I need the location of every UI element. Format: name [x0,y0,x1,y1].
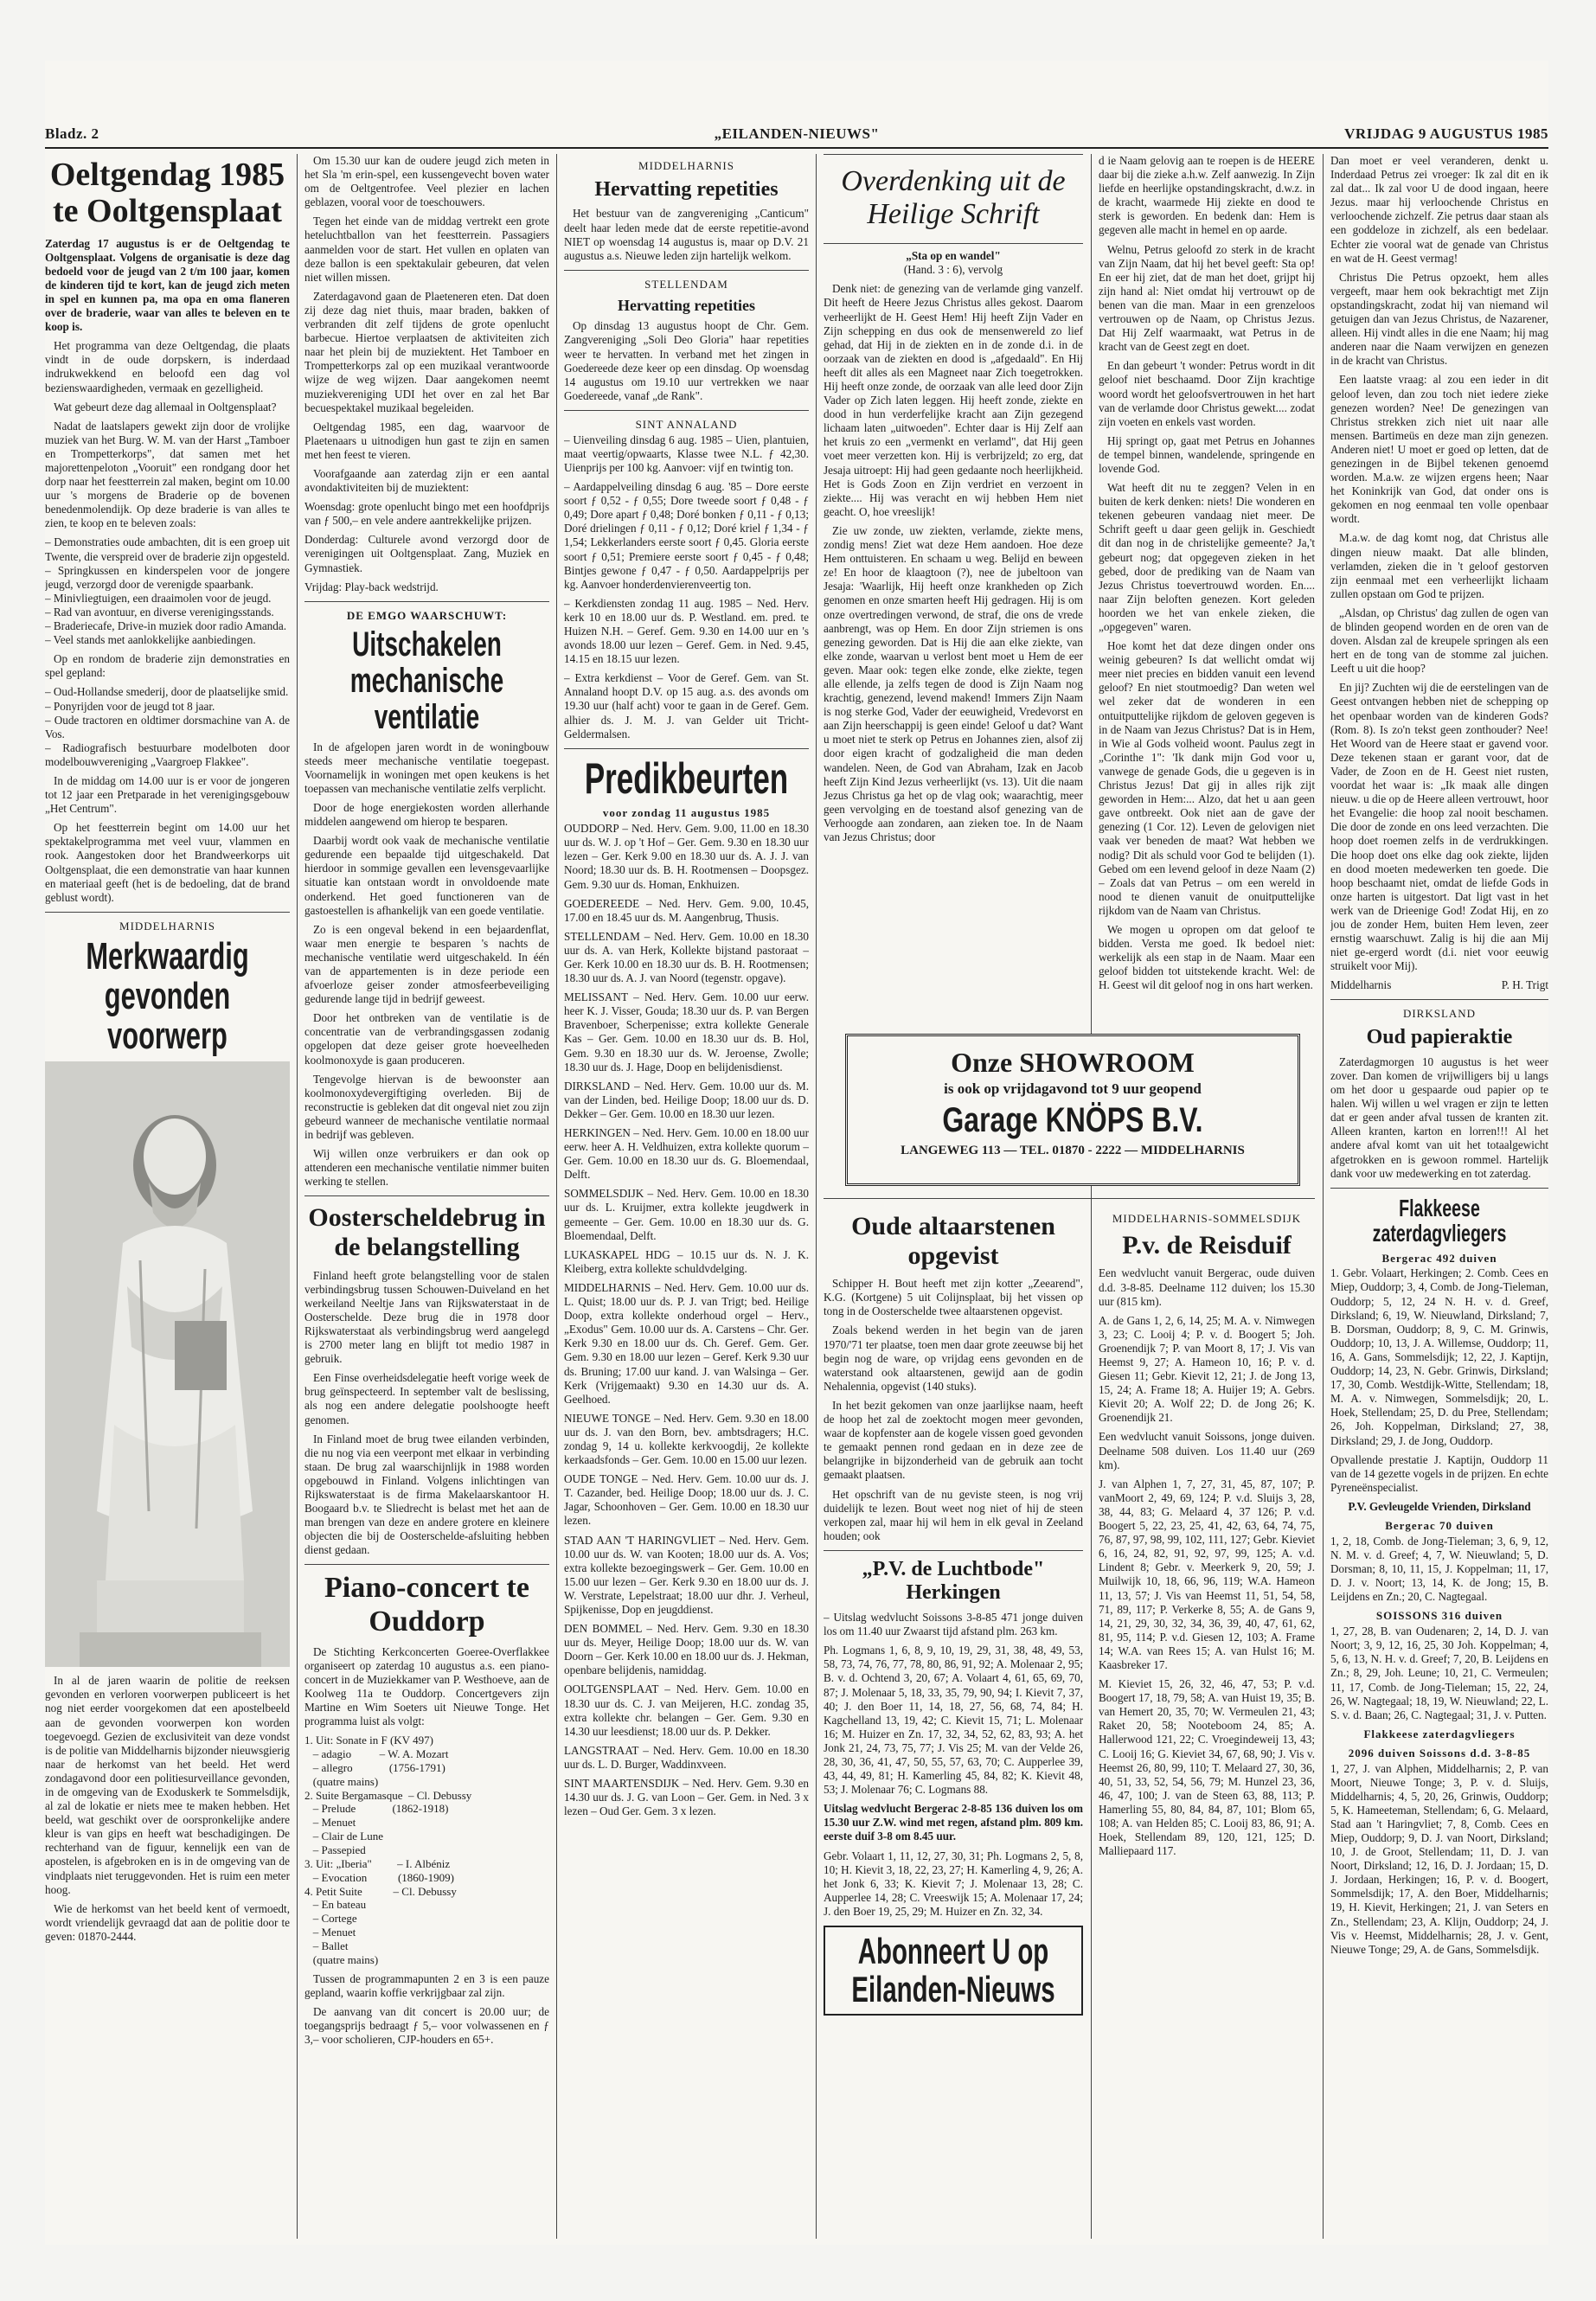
column-rule [816,154,817,2239]
paragraph: – Kerkdiensten zondag 11 aug. 1985 – Ned. Herv. kerk 10 en 18.00 uur ds. P. Westland. em. pred. te Huizen N.H. – Geref. Gem. 9.30 en 14.00 uur en 's avonds 18.00 uur lezen – Geref. Gem. in Ned. 9.45, 14.15 en 18.15 uur lezen. [564,596,809,666]
paragraph: Wij willen onze verbruikers er dan ook op attenderen een mechanische ventilatie nimmer buiten werking te stellen. [304,1147,549,1189]
paragraph: LUKASKAPEL HDG – 10.15 uur ds. N. J. K. Kleiberg, extra kollekte schuldvdelging. [564,1247,809,1275]
article-intro: Zaterdag 17 augustus is er de Oeltgendag te Ooltgensplaat. Volgens de organisatie is deze dag bedoeld voor de jeugd van 2 t/m 100 jaar, komen de kinderen tijd te kort, kan de jeugd zich meten in spel en kunnen pa, ma opa en oma flaneren over de braderie, waar van alles te beleven en te koop is. [45,236,290,334]
paragraph: Wat gebeurt deze dag allemaal in Ooltgensplaat? [54,400,277,413]
kicker-middelharnis-sommelsdijk: MIDDELHARNIS-SOMMELSDIJK [1112,1212,1302,1225]
paragraph: Tengevolge hiervan is de bewoonster aan koolmonoxydevergiftiging overleden. Bij de reconstructie is gebleken dat dit ongeval niet zou zijn gebeurd wanneer de mechanische ventilatie normaal in bedrijf was gebleven. [304,1072,549,1142]
results-subtitle: Bergerac 492 duiven [1381,1251,1497,1265]
column-2 [304,154,549,2239]
subscribe-ad: Abonneert U op Eilanden-Nieuws [851,1931,1055,2010]
kicker-stellendam: STELLENDAM [644,277,728,291]
paragraph: SOMMELSDIJK – Ned. Herv. Gem. 10.00 en 18.30 uur ds. L. Kruijmer, extra kollekte jeugdwerk in gemeente – Ger. Gem. 10.00 en 18.30 uur ds. G. Bloemendaal, Delft. [564,1187,809,1242]
paragraph: Denk niet: de genezing van de verlamde ging vanzelf. Dit heeft de Heere Jezus Christus alles gekost. Daarom verheerlijkt de H. Geest Hem! Hij heeft Zijn Vader en Zijn schepping en dus ook de mensenwereld zo lief gehad, dat Hij in de ziekten en in de zonde d.i. in de oorzaak van de ziekten en dood is „afgedaald". En Hij heeft dit alles als een Magneet naar Zich toegetrokken. Hij heeft onze zonde, de oorzaak van alle leed door Zijn Vader op Zich laten leggen. Hij heeft zonde, ziekte en dood in hun verderfelijke kracht aan Zijn gezegend lichaam laten „uitwoeden". Echter daar is Hij Zelf aan het kruis zo een „vermenkt en verlamd", dat Hij geen voet meer verzetten kon. Hij is verbrijzeld; zo erg, dat Jesaja uitroept: Hij had geen gedaante noch heerlijkheid. Het is Gods Zoon en Zijn verdriet en verzoent in ziekte.... Hij was veracht en wij hebben Hem niet geacht. O, hoe vreeslijk! [824,282,1083,518]
paragraph: d ie Naam gelovig aan te roepen is de HEERE daar bij die zieke a.h.w. Zelf aanwezig. In Zijn liefde en heerlijke opstandingskracht, d.w.z. in de kracht, waarmede Hij ziekte en dood te sterk is geworden. En bedenk dan: Hem is gegeven alle macht in hemel en op aarde. [1099,154,1315,237]
article-divider [564,270,809,271]
paragraph: Oeltgendag 1985, een dag, waarvoor de Plaetenaars u uitnodigen hun gast te zijn en samen met hen feest te vieren. [304,420,549,461]
paragraph: Zaterdagmorgen 10 augustus is het weer zover. Dan komen de vrijwilligers bij u langs om het door u gespaarde oud papier op te halen. Wij willen u wel vragen er zijn te letten dat er geen ander afval tussen de kranten zit. Alleen kranten, karton en lorren!!! Al het andere afval komt van uit het totaalgewicht afgetrokken en is gewoon rommel. Hartelijk dank voor uw medewerking en tot zaterdag. [1330,1054,1548,1180]
paragraph: Christus Die Petrus opzoekt, hem alles vergeeft, maar hem ook bekrachtigt met Zijn opstandingskracht, zodat hij van niemand wil getuigen dan van Jezus Christus, de Nazarener, alleen. Hij vindt alles in die ene Naam; hij mag anderen naar die Naam verwijzen en genezen in de kracht van Christus. [1330,270,1548,368]
paragraph: In het bezit gekomen van onze jaarlijkse naam, heeft de hoop het zal de zoektocht mogen meer gevonden, waar de kopfenster aan de kogele vissen goed gevonden te gemaakt pennen rond gedaan en in deze zee de belangrijke in bijzonderheid van de gebruik aan tocht gemaakt plaatsen. [824,1398,1083,1482]
paragraph: Vrijdag: Play-back wedstrijd. [304,580,439,593]
column-rule [1323,154,1324,2239]
paragraph: GOEDEREEDE – Ned. Herv. Gem. 9.00, 10.45, 17.00 en 18.45 uur ds. M. Aangenbrug, Thusis. [564,896,809,924]
results-subtitle: Bergerac 70 duiven [1385,1518,1494,1532]
paragraph: In de middag om 14.00 uur is er voor de jongeren tot 12 jaar een Pretparade in het verenigingsgebouw „Het Centrum". [45,773,290,816]
paragraph: J. van Alphen 1, 7, 27, 31, 45, 87, 107; P. vanMoort 2, 49, 69, 124; P. v.d. Sluijs 3, 28, 38, 44, 83; G. Melaard 4, 37 126; P. v.d. Boogert 5, 22, 23, 25, 41, 42, 63, 64, 74, 75, 76, 87, 97, 98, 99, 102, 111, 127; Gebr. Kieviet 6, 16, 24, 82, 91, 92, 97, 99, 125; A. v.d. Lindent 8; Gebr. v. Meerkerk 9, 20, 59; J. Muilwijk 10, 18, 66, 96, 119; W.A. Hameon 11, 13, 57; J. Vis van Heemst 11, 51, 54, 58, 71, 89, 117; P. Verkerke 8, 55; A. de Gans 9, 14, 21, 29, 30, 32, 34, 36, 39, 40, 47, 61, 62, 81, 95, 114; P. v.d. Giesen 12, 103; A. Frame 14; W.A. van Rees 15; A. van Hulst 16; M. Kaasbreker 17. [1099,1477,1315,1671]
list-item: – Minivliegtuigen, een draaimolen voor de jeugd. [45,591,272,605]
list-item: – Ponyrijden voor de jeugd tot 8 jaar. [45,699,215,713]
paragraph: Op en rondom de braderie zijn demonstraties en spel gepland: [45,652,290,680]
column-rule [297,154,298,2239]
paragraph: NIEUWE TONGE – Ned. Herv. Gem. 9.30 en 18.00 uur ds. J. van den Born, bev. ambtsdragers; H.C. zondag 9, 14 u. kollekte kerkvoogdij, 2e kollekte kerkaadsfonds – Ger. Gem. 10.00 en 15.00 uur lezen. [564,1411,809,1467]
paragraph: Tussen de programmapunten 2 en 3 is een pauze gepland, waarin koffie verkrijgbaar zal zijn. [304,1971,549,1999]
paragraph: 1, 27, 28, B. van Oudenaren; 2, 14, D. J. van Noort; 3, 9, 12, 16, 25, 30 Joh. Koppelman; 4, 5, 6, 13, N. H. v. d. Greef; 7, 20, B. Leijdens en Zn.; 8, 29, Joh. Leune; 10, 21, C. Vermeulen; 11, 17, Comb. de Jong-Tieleman; 15, 22, 24, 26, W. Nagtegaal; 18, 19, W. Nieuwland; 22, L. S. v. d. Baan; 26, C. Nagtegaal; 31, J. v. Putten. [1330,1625,1548,1721]
paragraph: Daarbij wordt ook vaak de mechanische ventilatie gedurende een bepaalde tijd uitgeschakeld. Dat hierdoor in sommige gevallen een levensgevaarlijke situatie kan ontstaan wordt in onvoldoende mate onderkend. Het goed functioneren van de gastoestellen is afhankelijk van een goede ventilatie. [304,834,549,917]
column-1 [45,154,290,2239]
paragraph: MELISSANT – Ned. Herv. Gem. 10.00 uur eerw. heer K. J. Visser, Gouda; 18.30 uur ds. P. van Bergen Bravenboer, Scherpenisse; extra kollekte Generale Kas – Ger. Gem. 10.00 en 18.30 uur ds. B. Hol, Gem. 9.30 en 18.30 uur ds. W. Jeroense, Zwolle; 18.30 uur ds. J. Hage, Doop en belijdenisdienst. [564,990,809,1074]
concert-programme: 1. Uit: Sonate in F (KV 497) – adagio – W. A. Mozart – allegro (1756-1791) (quatre mains) 2. Suite Bergamasque – Cl. Debussy – Prelude (1862-1918) – Menuet – Clair de Lune – Passepied 3. Uit: „Iberia" – I. Albéniz – Evocation (1860-1909) 4. Petit Suite – Cl. Debussy – En bateau – Cortege – Menuet – Ballet (quatre mains) [304,1734,472,1966]
list-item: – Braderiecafe, Drive-in muziek door radio Amanda. [45,619,287,633]
paragraph: Door de hoge energiekosten worden allerhande middelen aangewend om hierop te besparen. [304,800,549,829]
paragraph: Zo is een ongeval bekend in een bejaardenflat, waar men energie te besparen 's nachts de mechanische ventilatie werd uitgeschakeld. In één van de appartementen is in deze periode een afvoerloze geiser zonder atmosfeerbeveiliging gedurende lange tijd in bedrijf geweest. [304,922,549,1006]
paragraph: En dan gebeurt 't wonder: Petrus wordt in dit geloof niet beschaamd. Door Zijn krachtige woord wordt het geloofsvertrouwen in het hart van de verlamde door Christus gewekt.... zodat zijn voeten en enkels vast worden. [1099,359,1315,428]
page-number: Bladz. 2 [45,125,99,142]
paragraph: Een wedvlucht vanuit Soissons, jonge duiven. Deelname 508 duiven. Los 11.40 uur (269 km). [1099,1430,1315,1471]
article-divider [304,1564,549,1565]
article-divider [564,748,809,749]
article-divider [824,1550,1083,1551]
paragraph: Een laatste vraag: al zou een ieder in dit geloof leven, dan zou toch niet iedere zieke genezen worden? Nee! De genezingen van Christus strekken zich niet uit naar alle mensen. Bartimeüs en deze man zijn genezen. Anderen niet! U moet er goed op letten, dat de genezingen in de Bijbel tekenen genoemd worden. M.a.w. ze wijzen ergens heen; Naar het Koninkrijk van God, dat onder ons is gekomen en nog eenmaal ten volle openbaar wordt. [1330,373,1548,526]
section-rule [824,1198,1315,1199]
paragraph: MIDDELHARNIS – Ned. Herv. Gem. 10.00 uur ds. L. Quist; 18.00 uur ds. P. J. van Trigt; bed. Heilige Doop, extra kollekte onderhoud orgel – Herv., „Exodus" Gem. 10.00 uur ds. A. Carstens – Chr. Ger. Kerk 9.30 en 18.00 uur ds. Ch. Geref. Gem. Ger. Gem. 9.30 en 18.00 uur lezen – Geref. Kerk 9.30 uur ds. Bruning; 17.00 uur kand. J. van Walsinga – Ger. Kerk (Vrijgemaakt) 9.30 en 14.30 uur ds. A. Geelhoed. [564,1280,809,1406]
signature-line [1330,978,1548,992]
kicker-middelharnis: MIDDELHARNIS [638,159,734,172]
scripture-reference: (Hand. 3 : 6), vervolg [903,263,1003,277]
article-divider [1330,999,1548,1000]
paragraph: STELLENDAM – Ned. Herv. Gem. 10.00 en 18.30 uur ds. A. van Herk, Kollekte bijstand pastoraat – Ger. Kerk 10.00 en 18.30 uur ds. B. H. Rootmensen; 18.30 uur ds. A. J. van Noord (tegenstr. opgave). [564,929,809,985]
paragraph: Op dinsdag 13 augustus hoopt de Chr. Gem. Zangvereniging „Soli Deo Gloria" haar repetities weer te hervatten. In verband met het zingen in Goedereede deze keer op een dinsdag. Op woensdag 14 augustus om 19.10 uur vertrekken we naar Goedereede, vanaf „de Rank". [564,319,809,402]
paragraph: In al de jaren waarin de politie de reeksen gevonden en verloren voorwerpen publiceert is het nog niet eerder voorgekomen dat een apostelbeeld aan de gevonden voorwerpen kon worden toegevoegd. Gezien de exclusiviteit van deze vondst is de politie van Middelharnis bijzonder nieuwsgierig naar de herkomst van het beeld. Het werd zondagavond door een politiesurveillance gevonden, in de omgeving van de Exoduskerk te Sommelsdijk, al zal de lokatie er niets mee te maken hebben. Het beeld, wat geschikt over de oorspronkelijke andere kleur is van gips en heeft wat beschadigingen. De rechterhand van de figuur, kennelijk een van de apostelen, is afgebroken en is in de omgeving van de vindplaats niet teruggevonden. Het is ruim een meter hoog. [45,1674,290,1896]
paragraph: Nadat de laatslapers gewekt zijn door de vrolijke muziek van het Burg. W. M. van der Harst „Tamboer en Trompetterkorps", dat samen met het majorettenpeloton „Vooruit" een rondgang door het dorp naar het feestterrein zal maken, begint om 10.00 uur 's morgens de Braderie op de bovenen benedenmolendijk. Op deze braderie is van alles te zien, te koop en te beleven zoals: [45,419,290,530]
paragraph: Een wedvlucht vanuit Bergerac, oude duiven d.d. 3-8-85. Deelname 112 duiven; los 15.30 uur (815 km). [1099,1266,1315,1308]
paragraph: M. Kieviet 15, 26, 32, 46, 47, 53; P. v.d. Boogert 17, 18, 79, 58; A. van Huist 19, 35; B. van Hemert 20, 35, 70; W. Vermeulen 21, 43; Raket 20, 58; Nooteboom 24, 85; A. Hallerwood 121, 22; C. Vroegindeweij 13, 43; C. Looij 16; G. Kieviet 34, 67, 68, 90; J. Vis v. Heemst 26, 80, 99, 110; T. Melaard 27, 30, 36, 40, 51, 33, 52, 54, 56, 79; M. Hunzel 23, 36, 46, 47, 100; J. van de Steen 63, 88, 113; P. Hamerling 55, 80, 84, 84, 87, 101; Blom 65, 108; A. van Helden 85; C. Looij 83, 86, 91; A. Hoek, Stellendam 89, 120, 121, 125; D. Malliepaard 117. [1099,1677,1315,1858]
predikbeurten-subtitle: voor zondag 11 augustus 1985 [602,806,771,820]
paragraph: We mogen u opropen om dat geloof te bidden. Versta me goed. Ik bedoel niet: werkelijk als een stap in de Naam. Maar een geloof bidden tot uitstekende kracht. Wel: de H. Geest wil dit geloof nog in ons hart werken. [1099,922,1315,992]
column-rule [556,154,557,2239]
paragraph: In Finland moet de brug twee eilanden verbinden, die nu nog via een veerpont met elkaar in verbinding staan. De brug zal waarschijnlijk in 1988 worden opgebouwd in Finland. Volgens inlichtingen van Rijkswaterstaat is de firma Makelaarskantoor H. Boogaard b.v. te Sliedrecht is belast met het aan de man brengen van deze en andere grotere en kleinere objecten die bij de Oosterschelde-afsluiting hebben dienst gedaan. [304,1432,549,1557]
garage-knops-ad [845,1034,1300,1186]
article-title-piano-concert: Piano-concert te Ouddorp [324,1572,529,1638]
ad-company-name: Garage KNÖPS B.V. [942,1101,1203,1139]
statue-illustration [45,1061,290,1667]
paragraph: Zaterdagavond gaan de Plaeteneren eten. Dat doen zij deze dag niet thuis, maar braden, bakken of verbranden dit zelf tijdens de grote openlucht barbecue. Hiertoe verplaatsen de aktiviteiten zich naar het plein bij de muziektent. Het Tamboer en Trompetterkorps zal op een muzikaal verantwoorde wijze de weg wijzen. Daar aangekomen neemt muziekvereniging UDI het over en zal het Bar becuespektakel muzikaal begeleiden. [304,289,549,414]
paragraph: OUDDORP – Ned. Herv. Gem. 9.00, 11.00 en 18.30 uur ds. W. J. op 't Hof – Ger. Gem. 9.30 en 18.30 uur lezen – Ger. Kerk 9.00 en 18.30 uur ds. A. J. J. van Noord; 18.30 uur ds. B. H. Rootmensen – Doopsgez. Gem. 9.30 uur ds. Homan, Enkhuizen. [564,822,809,891]
column-4-top [824,154,1083,1054]
scripture-quote: „Sta op en wandel" [906,249,1001,263]
paragraph: Het opschrift van de nu geviste steen, is nog vrij duidelijk te lezen. Bout weet nog niet of hij de steen verkopen zal, maar hij wil hem in elk geval in Zeeland houden; ook [824,1487,1083,1542]
ad-subtitle: is ook op vrijdagavond tot 9 uur geopend [944,1080,1202,1097]
article-title-luchtbode: „P.V. de Luchtbode" Herkingen [862,1557,1045,1605]
paragraph: LANGSTRAAT – Ned. Herv. Gem. 10.00 en 18.30 uur ds. L. D. Burger, Waddinxveen. [564,1743,809,1771]
signature-place: Middelharnis [1330,978,1392,992]
kicker-emgo: DE EMGO WAARSCHUWT: [346,608,508,622]
paragraph: STAD AAN 'T HARINGVLIET – Ned. Herv. Gem. 10.00 uur ds. W. van Kooten; 18.00 uur ds. A. Vos; extra kollekte bezoegingswerk – Ger. Gem. 10.00 en 15.00 uur lezen – Ger. Kerk 9.30 en 18.00 uur ds. J. W. Verstrate, Lepelstraat; 18.00 uur dhr. J. Verheul, Spijkenisse, Dop en jeugddienst. [564,1533,809,1616]
section-heading: P.V. Gevleugelde Vrienden, Dirksland [1348,1499,1531,1513]
paragraph: Voorafgaande aan zaterdag zijn er een aantal avondaktiviteiten bij de muziektent: [304,466,549,495]
paragraph: Het bestuur van de zangvereniging „Canticum" deelt haar leden mede dat de eerste repetitie-avond NIET op woensdag 14 augustus is, maar op D.V. 21 augustus a.s. Nieuwe leden zijn hartelijk welkom. [564,207,809,262]
kicker-dirksland: DIRKSLAND [1402,1007,1477,1021]
paragraph: Om 15.30 uur kan de oudere jeugd zich meten in het Sla 'm erin-spel, een kussengevecht boven water om de Oeltgentrofee. Veel plezier en lachen geblazen, vooral voor de toeschouwers. [304,154,549,209]
paragraph: Wie de herkomst van het beeld kent of vermoedt, wordt vriendelijk gevraagd dat aan de politie door te geven: 01870-2444. [45,1901,290,1943]
paragraph: DIRKSLAND – Ned. Herv. Gem. 10.00 uur ds. M. van der Linden, bed. Heilige Doop; 18.00 uur ds. D. Dekker – Ger. Gem. 10.00 en 18.30 uur lezen. [564,1079,809,1120]
list-item: – Rad van avontuur, en diverse verenigingsstands. [45,605,274,619]
column-5-top [1099,154,1315,1054]
paragraph: Een Finse overheidsdelegatie heeft vorige week de brug geïnspecteerd. In september valt de beslissing, als nog een andere delegatie poolshoogte heeft genomen. [304,1371,549,1426]
article-title-oosterscheldebrug: Oosterscheldebrug in de belangstelling [308,1203,546,1261]
article-divider [304,1195,549,1196]
header-rule [45,147,1548,149]
article-title-ventilatie: Uitschakelen mechanische ventilatie [349,625,504,736]
paragraph: In de afgelopen jaren wordt in de woningbouw steeds meer mechanische ventilatie toegepast. Voornamelijk in woningen met open keukens is het toepassen van mechanische ventilatie zelfs verplicht. [304,740,549,795]
paragraph: Woensdag: grote openlucht bingo met een hoofdprijs van ƒ 500,– en vele andere aantrekkelijke prijzen. [304,500,549,528]
paragraph: En jij? Zuchten wij die de eerstelingen van de Geest ontvangen hebben niet de schepping op het openbaar worden van de kinderen Gods? (Rom. 8). Is zo'n tekst geen zonthouder? Nee! Het Woord van de Heere staat er gavend voor. Deze tekenen staan er garant voor, dat de Vader, de Zoon en de H. Geest niet rusten, voordat het waar is: „Ik maak alle dingen nieuw. u die op de Heere alleen vertrouwt, hoor het Evangelie: die hoop zal nooit beschamen. Die door de zonde en ons leed verzachten. Die hoop doet roemen zelfs in de verdrukkingen. Die hoop doet ons elke dag ook ziekte, lijden en dood moeten medewerken ten goede. Die hoop beschaamt niet, omdat de liefde Gods in onze harten is uitgestort. Dat ligt vast in het werk van de Drieenige God! Zodat Hij, en zo jou de zonder Hem, buiten Hem leven, zeer ernstig waarschuwt. Zalig is hij die aan Mij niet ge-ergerd wordt (d.i. niet voor eeuwig struikelt voor Mij). [1330,681,1548,973]
paragraph: Dan moet er veel veranderen, denkt u. Inderdaad Petrus zei vroeger: Ik zal dit en ik zal dat... Ik zal voor U de dood ingaan, heere Jezus. maar hij verloochende Christus en verloochende zichzelf. Zie petrus daar staan als een goddeloze in zichzelf, als een bedelaar. Echter zie vooral wat de genade van Christus en wat de H. Geest vermag! [1330,154,1548,265]
paragraph: OOLTGENSPLAAT – Ned. Herv. Gem. 10.00 en 18.30 uur ds. C. J. van Meijeren, H.C. zondag 35, extra kollekte chr. belangen – Ger. Gem. 9.30 en 14.30 uur leesdienst; 18.00 uur ds. P. Dekker. [564,1682,809,1738]
article-title-zaterdagvliegers: Flakkeese zaterdagvliegers [1372,1194,1507,1247]
kicker-sint-annaland: SINT ANNALAND [635,417,738,431]
list-item: – Veel stands met aanlokkelijke aanbiedingen. [45,633,256,647]
paragraph: 1, 27, J. van Alphen, Middelharnis; 2, P. van Moort, Nieuwe Tonge; 3, P. v. d. Sluijs, Middelharnis; 4, 5, 20, 26, Grinwis, Ouddorp; 5, K. Hameeteman, Stellendam; 6, G. Melaard, Stad aan 't Haringvliet; 7, 8, Comb. Cees en Miep, Ouddorp; 9, D. J. van Noort, Dirksland; 10, J. de Groot, Stellendam; 11, D. J. van Noort, Dirksland; 12, 16, D. J. Jordaan; 15, D. J. Jordaan, Herkingen; 16, P. v. d. Boogert, Sommelsdijk; 17, A. den Boer, Middelharnis; 19, H. Kievit, Herkingen; 21, J. van Seters en Zn., Stellendam; 23, A. Klijn, Ouddorp; 24, J. Vis v. Heemst, Middelharnis; 28, J. v. Gent, Nieuwe Tonge; 29, A. de Gans, Sommelsdijk. [1330,1761,1548,1956]
article-divider [45,912,290,913]
article-title-gevonden-voorwerp: Merkwaardig gevonden voorwerp [86,934,249,1058]
kicker-middelharnis: MIDDELHARNIS [119,919,215,933]
paragraph: De Stichting Kerkconcerten Goeree-Overflakkee organiseert op zaterdag 10 augustus a.s. een piano-concert in de Muziekkamer van P. Westhoeve, aan de Koolweg 11a te Ouddorp. Concertgevers zijn Martine en Wim Soeters uit Nieuwe Tonge. Het programma luist als volgt: [304,1644,549,1728]
paragraph: Door het ontbreken van de ventilatie is de concentratie van de verbrandingsgassen zodanig opgelopen dat deze geiser grote hoeveelheden koolmonoxyde is gaan produceren. [304,1011,549,1067]
paragraph: Gebr. Volaart 1, 11, 12, 27, 30, 31; Ph. Logmans 2, 5, 8, 10; H. Kievit 3, 18, 22, 23, 27; H. Kamerling 4, 9, 26; A. het Jonk 6, 33; K. Kievit 7; J. Molenaar 13, 28; C. Aupperlee 14, 28; C. Vreeswijk 15; A. Molenaar 17, 24; J. den Boer 19, 25, 29; M. Huizer en Zn. 32, 34. [824,1849,1083,1918]
article-title-reisduif: P.v. de Reisduif [1122,1230,1292,1259]
paragraph: De aanvang van dit concert is 20.00 uur; de toegangsprijs bedraagt ƒ 5,– voor volwassenen en ƒ 3,– voor scholieren, CJP-houders en 65+. [304,2004,549,2047]
article-divider [564,410,809,411]
paragraph: Zoals bekend werden in het begin van de jaren 1970/'71 ter plaatse, toen men daar grote zeeuwse bij het begin nog de ware, op vrijdag eens gevonden en de waterstand ook altaarstenen, gewijd aan de godin Nehalennia, opgevist (140 stuks). [824,1324,1083,1393]
article-title-repetities-2: Hervatting repetities [617,296,756,314]
article-title-predikbeurten: Predikbeurten [584,753,789,803]
article-title-altaarstenen: Oude altaarstenen opgevist [851,1212,1055,1270]
paragraph: Schipper H. Bout heeft met zijn kotter „Zeearend", K.G. (Kortgene) 5 uit Colijnsplaat, bij het vissen op tong in de Oosterschelde twee altaarstenen opgevist. [824,1277,1083,1318]
paragraph: Tegen het einde van de middag vertrekt een grote heteluchtballon van het feestterrein. Passagiers aanmelden voor de start. Het vullen en oplaten van deze ballon is een spektakulair gebeuren, dat velen niet willen missen. [304,215,549,284]
article-title-repetities: Hervatting repetities [594,177,779,201]
list-item: – Radiografisch bestuurbare modelboten door modelbouwvereniging „Vaargroep Flakkee". [45,740,290,768]
paragraph: Op het feestterrein begint om 14.00 uur het spektakelprogramma met veel vuur, vlammen en rook. Aangestoken door het Brandweerkorps uit Ooltgensplaat, die een demonstratie van haar kunnen en materiaal geeft (het is de bedoeling, dat de brand geblust wordt). [45,821,290,904]
list-item: – Demonstraties oude ambachten, dit is een groep uit Twente, die verspreid over de braderie zijn opgesteld. [45,535,290,563]
article-divider [1330,1188,1548,1189]
paragraph: HERKINGEN – Ned. Herv. Gem. 10.00 en 18.00 uur eerw. heer A. H. Veldhuizen, extra kollekte quorum – Ger. Gem. 10.00 en 18.30 uur ds. G. Bloemendaal, Delft. [564,1126,809,1182]
paragraph: „Alsdan, op Christus' dag zullen de ogen van de blinden geopend worden en de oren van de doven. Alsdan zal de kreupele springen als een hert en de tong van de stomme zal juichen. Leeft u uit die hoop? [1330,606,1548,676]
article-title-oeltgendag: Oeltgendag 1985 te Ooltgensplaat [49,157,285,229]
paragraph: Finland heeft grote belangstelling voor de stalen verbindingsbrug tussen Schouwen-Duiveland en het werkeiland Neeltje Jans van Rijkswaterstaat in de Oosterschelde. Deze brug die in 1978 door Rijkswaterstaat als verbindingsbrug werd aangelegd is 2700 meter lang en blijft tot medio 1987 in gebruik. [304,1268,549,1366]
paragraph: – Uienveiling dinsdag 6 aug. 1985 – Uien, plantuien, maat veertig/opwaarts, Klasse twee N.L. ƒ 42,30. Uienprijs per 100 kg. Aanvoer: vijf en twintig ton. [564,433,809,474]
list-item: – Oud-Hollandse smederij, door de plaatselijke smid. [45,685,289,699]
column-6 [1330,154,1548,2239]
paragraph: Hij springt op, gaat met Petrus en Johannes de tempel binnen, wandelende, springende en lovende God. [1099,433,1315,475]
results-subtitle: 2096 duiven Soissons d.d. 3-8-85 [1348,1746,1531,1759]
article-title-overdenking: Overdenking uit de Heilige Schrift [841,165,1066,231]
article-divider [304,601,549,602]
paragraph: Het programma van deze Oeltgendag, die plaats vindt in de oude dorpskern, is inderdaad indrukwekkend en beloofd een dag vol bezienswaardigheden, vermaak en gezelligheid. [45,339,290,394]
masthead: „EILANDEN-NIEUWS" [714,125,880,142]
paragraph: 1, 2, 18, Comb. de Jong-Tieleman; 3, 6, 9, 12, N. M. v. d. Greef; 4, 7, W. Nieuwland; 5, D. Dorsman; 8, 10, 11, 15, J. Koppelman; 11, 17, D. J. v. Noort; 13, 14, K. de Jong; 15, B. Leijdens en Zn.; 20, C. Nagtegaal. [1330,1534,1548,1604]
column-3 [564,154,809,2239]
apostle-statue-photo [45,1061,290,1667]
paragraph: 1. Gebr. Volaart, Herkingen; 2. Comb. Cees en Miep, Ouddorp; 3, 4, Comb. de Jong-Tieleman, Ouddorp; 5, 12, 24 N. H. v. d. Greef, Dirksland; 6, 19, W. Nieuwland, Dirksland; 7, B. Dorsman, Ouddorp; 8, 9, C. M. Grinwis, Ouddorp; 10, 13, J. A. Willemse, Ouddorp; 11, 16, A. Gans, Sommelsdijk; 12, 22, J. Kaptijn, Ouddorp; 14, 23, N. Gebr. Grinwis, Dirksland; 17, 30, Comb. Westdijk-Witte, Stellendam; 18, M. A. v. Nimwegen, Sommelsdijk; 20, L. Hoek, Stellendam; 25, D. du Pree, Stellendam; 26, Joh. Koppelman, Dirksland; 27, 38, Dirksland; 29, J. de Jong, Ouddorp. [1330,1266,1548,1447]
results-subtitle: SOISSONS 316 duiven [1375,1609,1503,1623]
paragraph: M.a.w. de dag komt nog, dat Christus alle dingen nieuw maakt. Dat alle blinden, verlamden, zieken die in 't geloof gestorven zijn eenmaal met een verheerlijkt lichaam zullen opstaan om God te prijzen. [1330,531,1548,600]
paragraph: SINT MAARTENSDIJK – Ned. Herv. Gem. 9.30 en 14.30 uur ds. J. G. van Loon – Ger. Gem. in Ned. 3 x lezen – Oud Ger. Gem. 3 x lezen. [564,1777,809,1818]
paragraph: Ph. Logmans 1, 6, 8, 9, 10, 19, 29, 31, 38, 48, 49, 53, 58, 73, 74, 76, 77, 78, 80, 86, 91, 92; A. Molenaar 2, 95; B. v. d. Ochtend 3, 20, 67; A. Volaart 4, 61, 65, 69, 70, 87; J. Molenaar 5, 18, 33, 35, 79, 90, 94; I. Kievit 7, 37, 40; J. den Boer 11, 14, 18, 27, 56, 68, 74, 84; H. Kagchelland 13, 19, 42; C. Kievit 15, 71; L. Molenaar 16; M. Huizer en Zn. 17, 32, 34, 52, 62, 83, 93; A. het Jonk 21, 24, 73, 75, 77; J. Vis 25; M. van der Velde 26, 28, 30, 36, 41, 47, 50, 55, 57, 63, 70; C. Aupperlee 39, 43, 44, 49, 81; H. Kamerling 45, 84, 82; K. Kievit 48, 53; J. Molenaar 76; C. Logmans 88. [824,1644,1083,1797]
paragraph: – Aardappelveiling dinsdag 6 aug. '85 – Dore eerste soort ƒ 0,52 - ƒ 0,55; Dore tweede soort ƒ 0,48 - ƒ 0,49; Dore apart ƒ 0,48; Doré bonken ƒ 0,11 - ƒ 0,13; Doré drielingen ƒ 0,11 - ƒ 0,12; Doré kriel ƒ 1,34 - ƒ 1,54; Lekkerlanders eerste soort ƒ 0,45. Gloria eerste soort ƒ 0,51; Premiere eerste soort ƒ 0,45 - ƒ 0,48; Bintjes gewone ƒ 0,47 - ƒ 0,50. Aardappelprijs per kg. Aanvoer honderdenvierenveertig ton. [564,480,809,591]
signature-name: P. H. Trigt [1501,978,1548,992]
page-header [45,125,1548,146]
ad-address: LANGEWEG 113 — TEL. 01870 - 2222 — MIDDELHARNIS [901,1144,1245,1157]
column-rule [1091,154,1092,2239]
paragraph: A. de Gans 1, 2, 6, 14, 25; M. A. v. Nimwegen 3, 23; C. Looij 4; P. v. d. Boogert 5; Joh. Groenendijk 7; P. van Moort 8, 17; J. Vis van Heemst 9, 27; A. Hameon 10, 16; P. v. d. Giesen 11; Gebr. Kievit 12, 21; J. de Jong 13, 15, 24; A. Frame 18; A. Huijer 19; A. Gebrs. Kievit 20; A. Wolf 22; D. de Jong 26; K. Groenendijk 21. [1099,1313,1315,1425]
paragraph: Uitslag wedvlucht Bergerac 2-8-85 136 duiven los om 15.30 uur Z.W. wind met regen, afstand plm. 809 km. eerste duif 3-8 om 8.45 uur. [824,1802,1083,1843]
issue-date: VRIJDAG 9 AUGUSTUS 1985 [1344,125,1548,142]
paragraph: DEN BOMMEL – Ned. Herv. Gem. 9.30 en 18.30 uur ds. Meyer, Heilige Doop; 18.00 uur ds. W. van Doorn – Ger. Kerk 10.00 en 18.00 uur ds. J. Hekman, openbare belijdenis, namiddag. [564,1622,809,1677]
paragraph: Zie uw zonde, uw ziekten, verlamde, ziekte mens, zondig mens! Ziet wat deze Hem aandoen. Hoe deze Hem onttuisteren. En schaam u weg. Belijd en beween ze! En hoor de klaagtoon (?), nee de jubeltoon van Jesaja: 'Waarlijk, Hij heeft onze krankheden op Zich genomen en onze smarten heeft Hij gedragen. Hij is om onze overtredingen verwond, de straf, die ons de vrede aanbrengt, was op Hem. En door Zijn striemen is ons genezing geworden. Dat is Hij die aan elke ziekte, van elke zonde, waarvan u verlost bent moet u Hem de eer geven. Maar ook: tegen elke zonde, elke ziekte, tegen alle ellende, ja zelfs tegen de dood is Zijn Naam nog krachtig, genezend, levend makend! Immers Zijn Naam is nog sterke God, Vader der eeuwigheid, Vredevorst en aan Zijn heerschappij is geen einde! Geloof u dat? Want u moet niet te sterk op Petrus en Johannes zien, alsof zij door eigen kracht of godzaligheid die man deden wandelen. Neen, de God van Abraham, Izak en Jacob heeft Zijn Kind Jezus verheerlijkt (vs. 13). Uit die naam Jezus Christus ga het op de vlag ook; waarachtig, meer geen vervolging en de toestand alsof genezing van de Verhoogde aan zondaren, aan zieken toe. In de Naam van Jezus Christus; door [824,523,1083,843]
list-item: – Oude tractoren en oldtimer dorsmachine van A. de Vos. [45,713,290,740]
ad-title: Onze SHOWROOM [951,1047,1195,1078]
paragraph: Donderdag: Culturele avond verzorgd door de verenigingen uit Ooltgensplaat. Zang, Muziek en Gymnastiek. [304,533,549,574]
paragraph: – Uitslag wedvlucht Soissons 3-8-85 471 jonge duiven los om 11.40 uur Zwaarst tijd afstand plm. 263 km. [824,1611,1083,1638]
paragraph: – Extra kerkdienst – Voor de Geref. Gem. van St. Annaland hoopt D.V. op 15 aug. a.s. des avonds om 19.30 uur (half acht) voor te gaan in de Geref. Gem. alhier ds. J. M. J. van Gelder uit Tricht-Geldermalsen. [564,671,809,740]
paragraph: Hoe komt het dat deze dingen onder ons weinig gebeuren? Is dat wellicht omdat wij meer niet precies en bidden vanuit een levend geloof? En niet stoutmoedig? Dan weten wel wel zeker dat de wonderen in een ontuitputtelijke rijkdom de geloven gegeven is in de Naam van Jezus Christus? Dat is in Hem, in Wie al Gods volheid woont. Paulus zegt in „Corinthe 1": 'Ik dank mijn God voor u, vanwege de genade Gods, die u gegeven is in Christus Jezus! Dat gij in alles rijk zijt geworden in Hem:... Alzo, dat het u aan geen gave ontbreekt. Ook niet aan de gave der genezing (1 Cor. 12). Leven de gelovigen niet vaak ver beneden de maat? Wat hebben we nodig? Dit als schuld voor God te belijden (1). Gebed om een levend geloof in deze Naam (2) – Zoals dat van Petrus – om een wereld in nood te dienen vanuit de onuitputtelijke rijkdom van de Naam van Christus. [1099,639,1315,917]
column-5-bottom [1099,1207,1315,2236]
paragraph: Opvallende prestatie J. Kaptijn, Ouddorp 11 van de 14 gezette vogels in de prijzen. En echte Pyreneënspecialist. [1330,1452,1548,1494]
list-item: – Springkussen en kinderspelen voor de jongere jeugd, verzorgd door de verenigde spaarbank. [45,563,290,591]
overdenking-heading-box [824,154,1083,244]
section-heading: Flakkeese zaterdagvliegers [1363,1727,1516,1740]
paragraph: Wat heeft dit nu te zeggen? Velen in en buiten de kerk denken: niets! Die wonderen en tekenen gebeuren vandaag niet meer. De Schrift geeft u daar geen gelijk in. Geschiedt dit dan nog in de christelijke gemeente? Ja,'t gebeurt nog; dat opgegeven zieken in het gebed, door de prediking van de Naam van Jezus Christus toevertrouwd worden. En.... naar Zijn beloften genezen. Kort geleden hoorden we het van enkele zieken, die „opgegeven" waren. [1099,481,1315,633]
paragraph: Welnu, Petrus geloofd zo sterk in de kracht van Zijn Naam, dat hij het bevel geeft: Sta op! En eer hij ziet, dat de man het doet, grijpt hij zijn hand al: Niet omdat hij vertrouwt op de benen van die man. Maar in een grenzeloos vertrouwen op de Naam, op Christus Jezus. Dat Hij Zelf waarmaakt, wat Petrus in de kracht van de Geest zegt en doet. [1099,242,1315,354]
column-4-bottom [824,1207,1083,2236]
paragraph: OUDE TONGE – Ned. Herv. Gem. 10.00 uur ds. J. T. Cazander, bed. Heilige Doop; 18.00 uur ds. J. C. Jagar, Schoonhoven – Ger. Gem. 10.00 en 18.30 uur lezen. [564,1472,809,1528]
newspaper-page [45,61,1548,2245]
article-title-oud-papier: Oud papieraktie [1366,1026,1513,1049]
